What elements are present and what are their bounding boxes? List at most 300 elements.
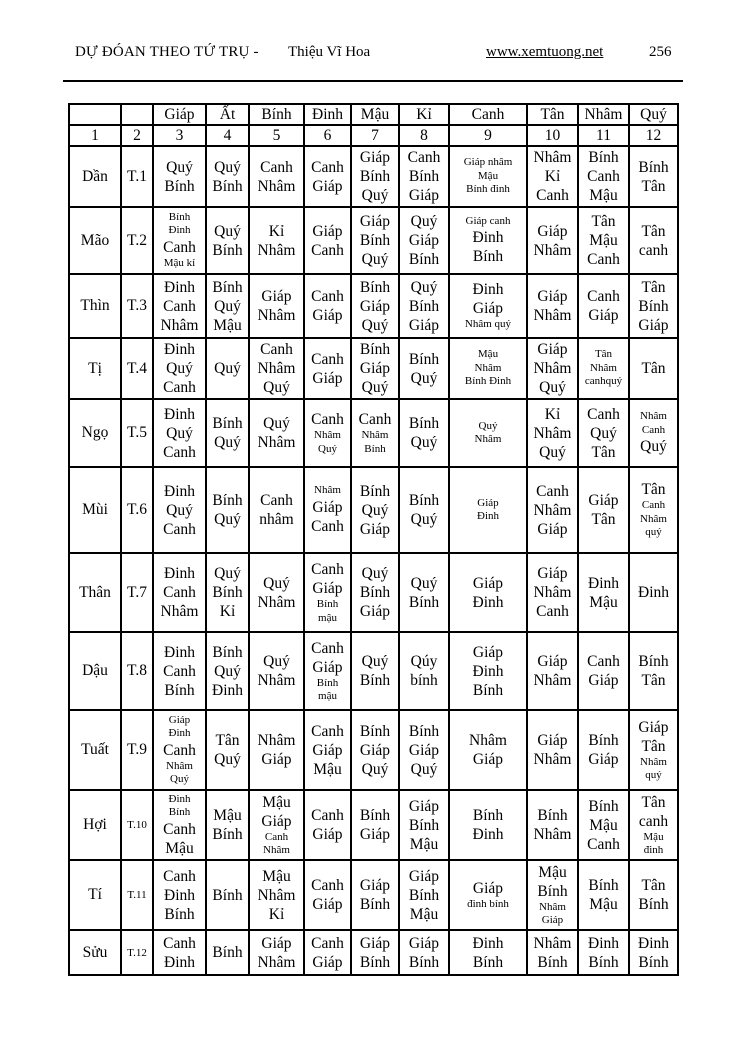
stem-line: Nhâm: [160, 316, 199, 334]
stem-line: Bính: [364, 442, 386, 455]
stem-line: Bính: [537, 807, 568, 824]
stem-header-cell: Tân: [527, 104, 578, 125]
stem-cell: [351, 207, 399, 274]
stem-cell: [578, 274, 629, 338]
stem-cell: [629, 860, 678, 930]
stem-line: Canh: [641, 423, 666, 436]
stem-line: Giáp: [312, 498, 343, 516]
stem-line: Bính: [359, 672, 391, 689]
stem-cell: [249, 274, 304, 338]
stem-line: mậu: [318, 611, 337, 624]
stem-line: Kỉ: [268, 222, 285, 240]
stem-line: Quý: [410, 213, 438, 230]
stem-cell: [399, 790, 449, 860]
stem-cell: [629, 274, 678, 338]
stem-cell: [449, 467, 527, 553]
page-header: [0, 44, 744, 68]
table-row: [69, 790, 678, 860]
stem-line: Nhâm: [257, 307, 296, 324]
stem-line: Quý: [410, 511, 438, 528]
stem-line: Bính: [588, 732, 619, 749]
stem-line: Quý: [166, 424, 193, 442]
stem-header-cell: Đinh: [304, 104, 351, 125]
stem-cell: [399, 632, 449, 710]
column-number-cell: 10: [527, 125, 578, 146]
stem-line: Bính: [408, 593, 440, 611]
stem-line: Bính đinh: [466, 183, 510, 196]
stem-line: Quý: [214, 297, 241, 315]
period-label: T.5: [121, 399, 153, 467]
stem-line: Quý: [263, 415, 290, 432]
stem-line: Nhâm: [257, 953, 296, 971]
stem-cell: [578, 399, 629, 467]
stem-line: Canh: [587, 405, 620, 423]
stem-cell: [578, 146, 629, 207]
stem-line: Canh: [311, 561, 344, 578]
stem-line: Canh: [163, 584, 196, 601]
stem-line: canh: [638, 812, 669, 830]
branch-label: Mão: [69, 207, 121, 274]
stem-line: Mậu: [589, 896, 618, 913]
stem-line: Giáp: [537, 565, 568, 582]
stem-line: Bính: [359, 807, 391, 824]
stem-line: Giáp: [359, 360, 391, 377]
stem-line: Bính: [212, 643, 243, 661]
stem-line: Bính: [408, 251, 440, 268]
stem-cell: [304, 338, 351, 399]
stem-line: Giáp: [312, 658, 343, 676]
stem-line: Giáp: [312, 307, 343, 324]
stem-header-cell: Mậu: [351, 104, 399, 125]
stem-line: Canh: [641, 499, 666, 512]
stem-line: Canh: [163, 934, 196, 952]
stem-cell: [206, 632, 249, 710]
stem-line: Quý: [410, 434, 438, 451]
table-row: [69, 710, 678, 790]
stem-cell: [206, 338, 249, 399]
book-title: DỰ ĐÓAN THEO TỨ TRỤ -: [75, 44, 259, 60]
stem-cell: [449, 553, 527, 632]
period-label: T.8: [121, 632, 153, 710]
stem-line: Canh: [163, 741, 196, 759]
stem-line: Nhâm: [257, 434, 296, 451]
stem-cell: [527, 632, 578, 710]
stem-line: Tân: [594, 348, 613, 361]
stem-cell: [249, 338, 304, 399]
stem-line: Giáp: [537, 520, 568, 538]
stem-cell: [399, 274, 449, 338]
column-number-cell: 12: [629, 125, 678, 146]
stem-line: Đinh: [164, 886, 195, 904]
column-number-cell: 4: [206, 125, 249, 146]
stem-line: Giáp: [312, 177, 343, 195]
stem-line: Canh: [163, 238, 196, 256]
stem-line: Bính: [472, 953, 504, 971]
stem-line: Bính: [359, 953, 391, 971]
stem-line: Tân: [641, 877, 666, 894]
stem-line: Canh: [311, 934, 344, 952]
branch-label: Dần: [69, 146, 121, 207]
stem-line: Đinh: [472, 826, 504, 843]
stem-line: Bính: [359, 341, 391, 358]
stem-line: Bính: [638, 953, 669, 971]
stem-cell: [206, 790, 249, 860]
stem-line: nhâm: [259, 511, 294, 528]
stem-line: Nhâm: [263, 844, 290, 856]
stem-line: Quý: [166, 360, 193, 377]
stem-line: Đinh: [168, 727, 191, 739]
stem-cell: [351, 467, 399, 553]
stem-line: Bính: [408, 168, 440, 185]
stem-cell: [249, 860, 304, 930]
stem-line: Giáp: [359, 934, 391, 952]
stem-line: Canh: [536, 482, 569, 500]
stem-line: Nhâm: [533, 360, 572, 377]
stem-line: Quý: [590, 424, 617, 442]
stem-line: Quý: [410, 574, 438, 592]
stem-header-cell: Giáp: [153, 104, 206, 125]
stem-line: Bính: [212, 177, 243, 195]
stem-line: Canh: [163, 443, 196, 461]
stem-line: Nhâm: [533, 826, 572, 843]
table-row: [69, 399, 678, 467]
stem-header-cell: Ất: [206, 104, 249, 125]
stem-header-cell: Canh: [449, 104, 527, 125]
stem-line: Quý: [410, 369, 438, 387]
branch-label: Thìn: [69, 274, 121, 338]
branch-label: Dậu: [69, 632, 121, 710]
stem-line: canhquý: [584, 375, 623, 388]
stem-line: Bính: [359, 278, 391, 296]
column-number-cell: 7: [351, 125, 399, 146]
stem-cell: [527, 467, 578, 553]
stem-line: Nhâm: [314, 429, 341, 441]
stem-line: Giáp: [168, 713, 191, 726]
stem-line: Canh: [536, 187, 569, 204]
stem-line: Nhâm: [640, 755, 667, 768]
stem-line: Canh: [587, 288, 620, 305]
stem-line: Canh: [264, 830, 289, 843]
stem-line: Đinh: [168, 224, 191, 237]
stem-line: Mậu: [409, 905, 439, 923]
stem-line: đinh: [643, 844, 664, 856]
stem-line: Đinh: [472, 593, 504, 611]
stem-line: Giáp: [261, 288, 292, 305]
period-label: T.4: [121, 338, 153, 399]
stem-line: Bính: [638, 653, 669, 670]
stem-line: Quý: [318, 442, 337, 455]
stem-line: Đinh: [164, 278, 195, 296]
table-body: [69, 146, 678, 975]
stem-line: Quý: [214, 662, 241, 680]
stem-line: Mậu: [165, 839, 194, 857]
stem-cell: [629, 710, 678, 790]
stem-line: Đinh: [588, 934, 619, 952]
stem-line: Giáp: [588, 672, 619, 689]
stem-line: Quý: [361, 501, 389, 519]
stem-cell: [449, 146, 527, 207]
stem-cell: [578, 710, 629, 790]
stem-line: Giáp: [537, 222, 568, 240]
stem-line: Tân: [591, 443, 616, 461]
stem-cell: [153, 274, 206, 338]
stem-line: Mậu kỉ: [163, 256, 196, 269]
stem-line: Giáp: [359, 741, 391, 759]
stem-cell: [153, 338, 206, 399]
stem-line: Quý: [214, 222, 241, 240]
stem-line: Bính: [212, 241, 243, 259]
stem-line: Giáp: [472, 751, 504, 768]
stem-line: Giáp: [359, 826, 391, 843]
stem-line: Nhâm: [257, 241, 296, 259]
stem-line: Bính: [212, 826, 243, 843]
stem-line: Bính: [164, 905, 195, 923]
stem-cell: [153, 790, 206, 860]
stem-line: Nhâm: [640, 410, 667, 422]
stem-line: Bính: [212, 492, 243, 509]
stem-line: Quý: [410, 278, 438, 296]
stem-cell: [249, 553, 304, 632]
stem-cell: [399, 207, 449, 274]
stem-cell: [304, 930, 351, 975]
stem-line: Canh: [311, 722, 344, 740]
stem-cell: [578, 467, 629, 553]
stem-cell: [351, 553, 399, 632]
stem-line: Nhâm: [160, 603, 199, 620]
stem-cell: [527, 146, 578, 207]
stem-header-cell: Nhâm: [578, 104, 629, 125]
stem-line: Bính: [408, 415, 440, 432]
table-row: [69, 632, 678, 710]
stem-line: Giáp: [312, 580, 343, 597]
website-link[interactable]: www.xemtuong.net: [486, 44, 604, 60]
stem-cell: [249, 467, 304, 553]
stem-line: Bính: [164, 177, 195, 195]
branch-label: Tị: [69, 338, 121, 399]
stem-line: Giáp: [408, 316, 440, 334]
stem-line: Nhâm: [257, 177, 296, 195]
stem-cell: [304, 710, 351, 790]
stem-line: Quý: [214, 511, 241, 528]
stem-line: Canh: [407, 149, 441, 166]
stem-line: Bính: [537, 953, 568, 971]
stem-line: Canh: [587, 835, 620, 853]
stem-line: Bính: [359, 232, 391, 249]
stem-cell: [629, 790, 678, 860]
stem-line: Bính: [408, 953, 440, 971]
stem-line: Giáp: [638, 316, 669, 334]
stem-line: Mậu: [589, 187, 618, 204]
stem-line: Quý: [214, 360, 241, 377]
stem-line: Đinh: [638, 934, 669, 952]
stem-line: Đinh: [164, 953, 195, 971]
stem-line: Mậu: [213, 807, 242, 824]
stem-line: Quý: [361, 760, 389, 778]
stem-line: Đinh: [164, 341, 195, 358]
stem-cell: [249, 146, 304, 207]
stem-line: Nhâm: [257, 672, 296, 689]
stem-cell: [449, 930, 527, 975]
stem-cell: [206, 710, 249, 790]
stem-cell: [449, 790, 527, 860]
stem-line: Bính: [588, 877, 619, 894]
stem-cell: [449, 399, 527, 467]
stem-line: Nhâm: [257, 886, 296, 904]
stem-line: mậu: [318, 690, 337, 702]
stem-line: Đinh: [168, 792, 191, 805]
stem-cell: [629, 146, 678, 207]
stem-line: Bính: [164, 681, 195, 699]
stem-cell: [629, 632, 678, 710]
table-row: [69, 930, 678, 975]
stem-line: Nhâm: [590, 361, 617, 374]
stem-cell: [351, 399, 399, 467]
stem-line: Nhâm: [314, 484, 341, 497]
stem-line: bính: [410, 672, 438, 689]
stem-cell: [399, 860, 449, 930]
stem-cell: [249, 399, 304, 467]
stem-line: Bính: [168, 210, 191, 223]
column-number-cell: 5: [249, 125, 304, 146]
stem-cell: [206, 860, 249, 930]
stem-line: Canh: [358, 411, 392, 428]
stem-line: Canh: [311, 241, 344, 259]
period-label: T.1: [121, 146, 153, 207]
stem-line: Bính: [537, 882, 568, 900]
stem-cell: [578, 790, 629, 860]
stem-cell: [449, 207, 527, 274]
stem-cell: [578, 338, 629, 399]
stem-line: Giáp: [312, 826, 343, 843]
stem-line: Quý: [361, 251, 389, 268]
stem-line: Mậu: [313, 760, 342, 778]
stem-cell: [449, 632, 527, 710]
stem-line: Mậu: [589, 232, 618, 249]
stem-line: Tân: [641, 177, 666, 195]
stem-line: Giáp: [359, 213, 391, 230]
stem-line: Giáp: [537, 653, 568, 670]
stem-line: Canh: [311, 639, 344, 657]
stem-line: Bính: [638, 297, 669, 315]
stem-line: quý: [645, 769, 662, 781]
stem-line: Bính: [588, 797, 619, 815]
stem-cell: [153, 710, 206, 790]
stem-cell: [351, 632, 399, 710]
stem-cell: [527, 274, 578, 338]
stem-line: canh: [638, 241, 669, 259]
branch-label: Sửu: [69, 930, 121, 975]
stem-line: Mậu: [477, 169, 499, 182]
stem-line: Bính: [408, 297, 440, 315]
stem-cell: [206, 467, 249, 553]
stem-cell: [578, 860, 629, 930]
stem-line: Mậu: [262, 867, 291, 885]
stem-line: Bính: [212, 278, 243, 296]
stem-cell: [578, 207, 629, 274]
stem-line: Mậu: [213, 316, 242, 334]
stem-line: Tân: [215, 732, 240, 749]
table-row: [69, 274, 678, 338]
stem-line: Kỉ: [544, 168, 561, 185]
table-row: [69, 553, 678, 632]
period-label: T.6: [121, 467, 153, 553]
stem-line: Canh: [163, 662, 196, 680]
stem-line: Mậu: [643, 830, 664, 843]
stem-cell: [351, 930, 399, 975]
stem-line: Canh: [260, 341, 293, 358]
stem-cell: [449, 860, 527, 930]
stem-line: Đinh: [588, 574, 619, 592]
stem-cell: [249, 632, 304, 710]
stem-line: Giáp: [261, 812, 292, 830]
stem-line: Canh: [311, 877, 344, 894]
stem-line: Nhâm: [469, 732, 507, 749]
period-label: T.9: [121, 710, 153, 790]
stem-line: Canh: [311, 350, 344, 368]
stem-line: Bính: [472, 681, 504, 699]
column-number-cell: 8: [399, 125, 449, 146]
stem-line: Bính: [588, 953, 619, 971]
stem-line: Canh: [163, 820, 196, 838]
stem-cell: [527, 860, 578, 930]
stem-line: Nhâm: [474, 433, 502, 445]
stem-line: Tân: [591, 511, 616, 528]
stem-line: Bính: [212, 415, 243, 432]
stem-line: Quý: [361, 565, 389, 582]
stem-line: Nhâm: [533, 424, 572, 442]
stem-line: Canh: [260, 158, 293, 176]
stem-line: Giáp: [408, 867, 440, 885]
stem-line: Bính: [359, 168, 391, 185]
stem-line: Quý: [361, 379, 389, 396]
stem-cell: [527, 207, 578, 274]
column-number-cell: 6: [304, 125, 351, 146]
stem-line: Giáp: [312, 369, 343, 387]
stem-cell: [153, 553, 206, 632]
stem-line: Giáp: [359, 149, 391, 166]
stem-line: Giáp: [472, 879, 504, 897]
table-row: [69, 338, 678, 399]
period-label: T.7: [121, 553, 153, 632]
stem-line: Giáp: [261, 751, 292, 768]
stem-line: Đinh: [164, 643, 195, 661]
period-label: T.10: [121, 790, 153, 860]
header-divider: [63, 80, 683, 82]
period-label: T.2: [121, 207, 153, 274]
stem-line: Quý: [478, 419, 498, 432]
stem-line: Nhâm: [533, 241, 572, 259]
stem-line: Canh: [311, 411, 344, 428]
stem-line: Đinh: [477, 510, 499, 522]
stem-line: Nhâm: [533, 672, 572, 689]
stem-line: Quý: [263, 574, 290, 592]
stem-cell: [527, 790, 578, 860]
stem-line: Giáp: [638, 718, 669, 736]
stem-line: Bính: [408, 722, 440, 740]
stem-line: Giáp: [312, 222, 343, 240]
stem-cell: [304, 467, 351, 553]
stem-cell: [449, 274, 527, 338]
period-label: T.3: [121, 274, 153, 338]
stem-line: Nhâm: [533, 584, 572, 601]
stem-cell: [304, 553, 351, 632]
stem-line: Giáp nhâm: [463, 156, 513, 169]
stem-line: Bính: [359, 896, 391, 913]
stem-cell: [249, 207, 304, 274]
stem-line: Giáp: [472, 300, 504, 318]
stem-line: Giáp: [537, 288, 568, 305]
pillars-table: [68, 103, 679, 976]
